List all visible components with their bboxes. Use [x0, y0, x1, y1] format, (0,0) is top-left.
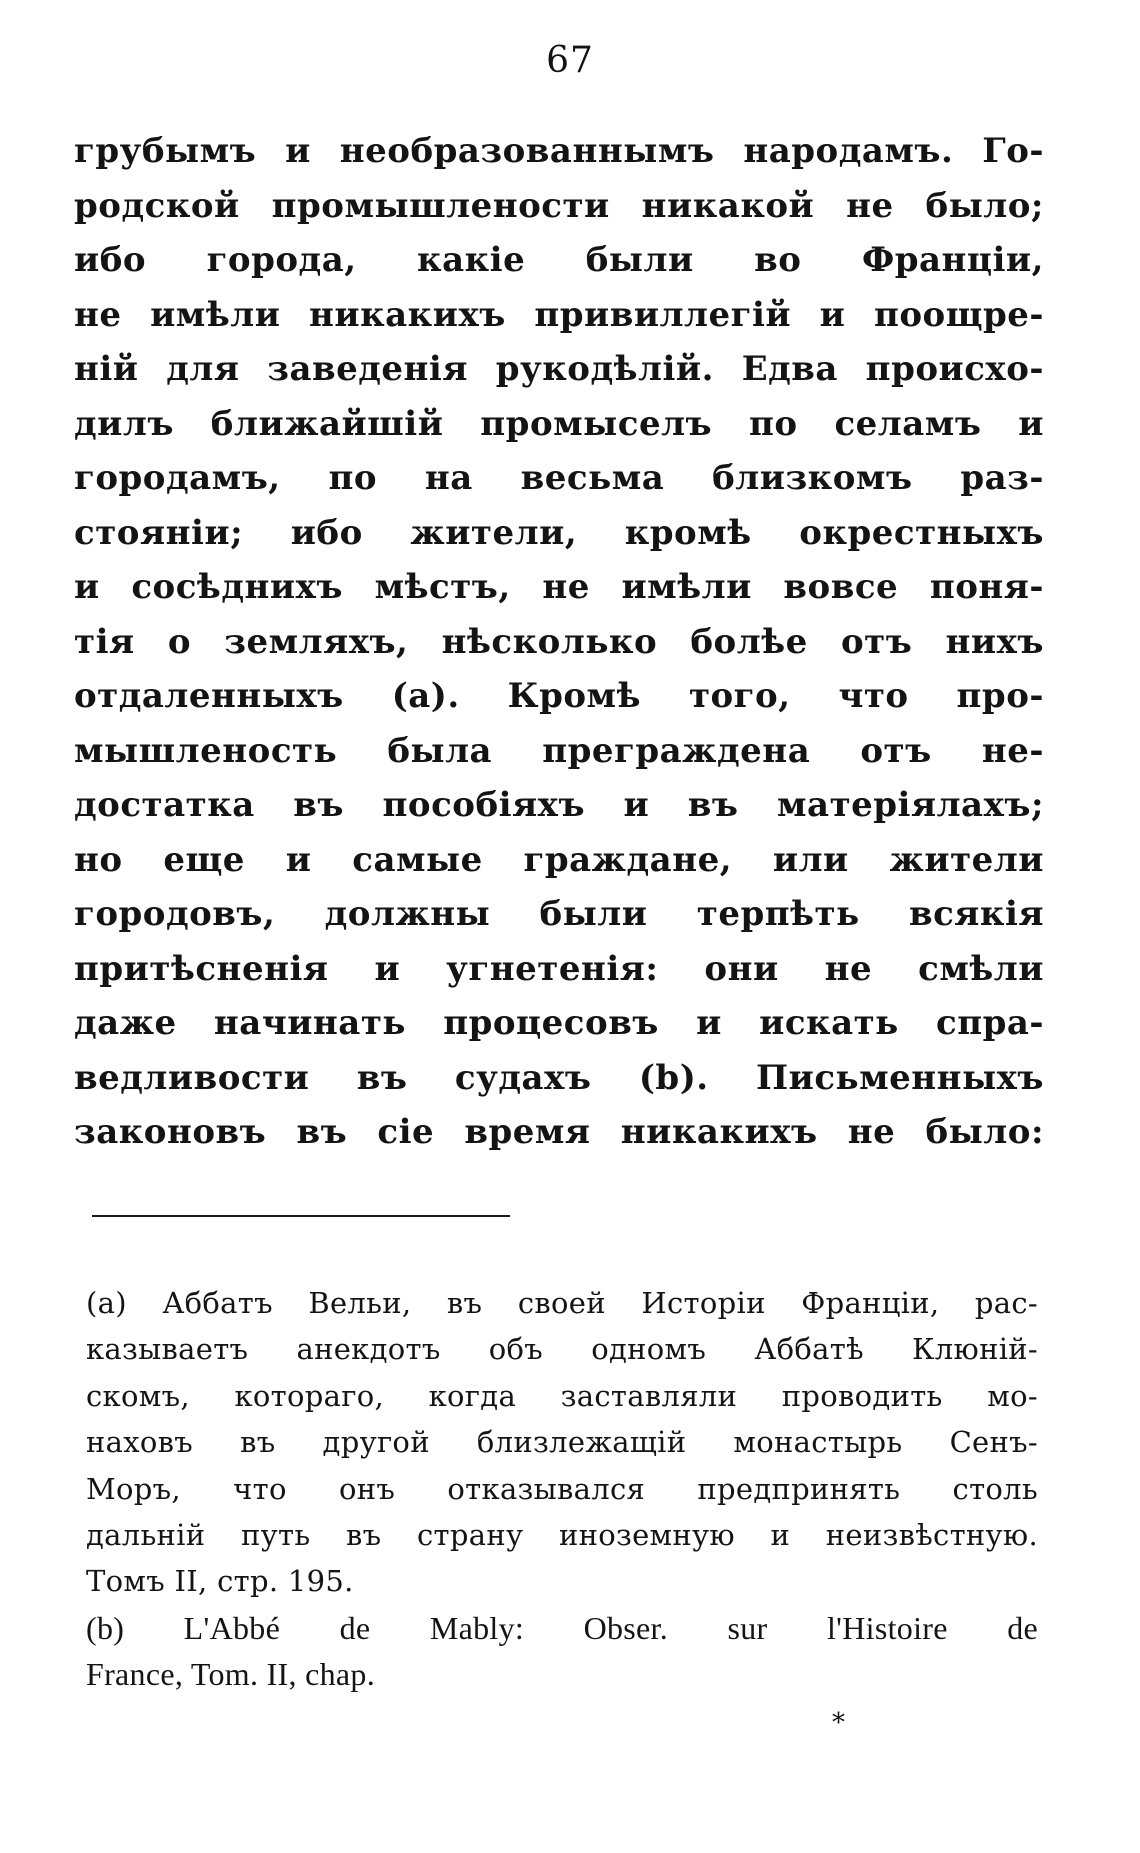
footnote-line: наховъ въ другой близлежащій монастырь Сенъ-: [86, 1425, 1038, 1460]
text-line: законовъ въ сіе время никакихъ не было:: [74, 1112, 1044, 1152]
text-line: городовъ, должны были терпѣть всякія: [74, 894, 1044, 934]
text-line: отдаленныхъ (a). Кромѣ того, что про-: [74, 676, 1044, 716]
text-line: мышленость была преграждена отъ не-: [74, 730, 1044, 771]
text-line: даже начинать процесовъ и искать спра-: [74, 1003, 1044, 1043]
text-line: ній для заведенія рукодѣлій. Едва происхо-: [74, 349, 1044, 389]
footnote-line: Моръ, что онъ отказывался предпринять столь: [86, 1471, 1038, 1506]
text-line: родской промышлености никакой не было;: [74, 185, 1044, 226]
text-line: дилъ ближайшій промыселъ по селамъ и: [74, 403, 1044, 444]
footnote-line: дальній путь въ страну иноземную и неизвѣстную.: [86, 1517, 1038, 1552]
text-line: городамъ, по на весьма близкомъ раз-: [74, 458, 1044, 498]
page-number: 67: [546, 40, 594, 81]
text-line: и сосѣднихъ мѣстъ, не имѣли вовсе поня-: [74, 567, 1044, 607]
footnote-rule: [92, 1215, 510, 1217]
footnote-line: скомъ, котораго, когда заставляли проводить мо-: [86, 1378, 1038, 1413]
text-line: притѣсненія и угнетенія: они не смѣли: [74, 948, 1044, 989]
footnote-line: Томъ II, стр. 195.: [86, 1564, 354, 1599]
footnote-line: (b) L'Abbé de Mably: Obser. sur l'Histoire de: [86, 1609, 1038, 1646]
text-line: стояніи; ибо жители, кромѣ окрестныхъ: [74, 512, 1044, 553]
footnote-line: казываетъ анекдотъ объ одномъ Аббатѣ Клюній-: [86, 1332, 1038, 1367]
signature-mark: *: [832, 1708, 845, 1738]
text-line: ибо города, какіе были во Франціи,: [74, 240, 1044, 280]
text-line: тія о земляхъ, нѣсколько болѣе отъ нихъ: [74, 621, 1044, 662]
text-line: грубымъ и необразованнымъ народамъ. Го-: [74, 131, 1044, 171]
text-line: достатка въ пособіяхъ и въ матеріялахъ;: [74, 785, 1044, 825]
footnotes-block: [86, 1280, 1038, 1698]
text-line: ведливости въ судахъ (b). Письменныхъ: [74, 1057, 1044, 1098]
footnote-line: (a) Аббатъ Вельи, въ своей Исторіи Франціи, рас-: [86, 1286, 1038, 1320]
main-text-block: [74, 124, 1044, 1160]
footnote-line: France, Tom. II, chap.: [86, 1656, 376, 1693]
text-line: но еще и самые граждане, или жители: [74, 839, 1044, 880]
text-line: не имѣли никакихъ привиллегій и поощре-: [74, 294, 1044, 335]
